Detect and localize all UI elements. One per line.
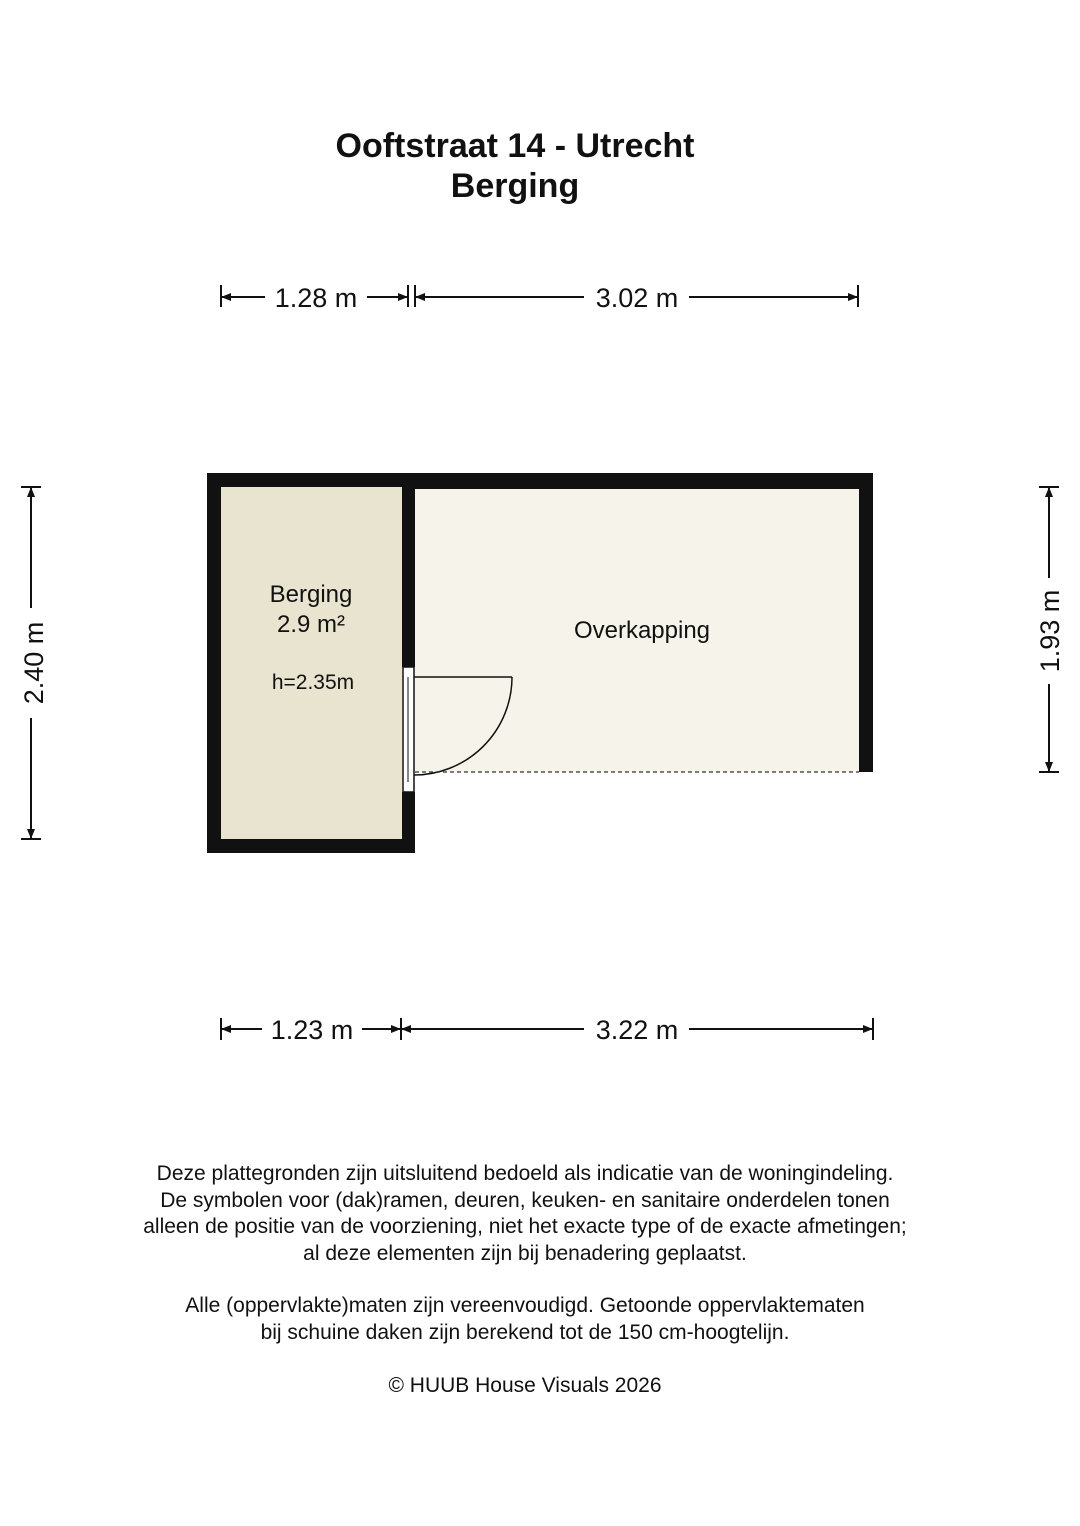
copyright: © HUUB House Visuals 2026: [388, 1374, 662, 1397]
dimension-left: 2.40 m: [19, 621, 49, 705]
berging-height: h=2.35m: [271, 671, 355, 694]
page-subtitle: Berging: [450, 167, 580, 205]
dimension-right: 1.93 m: [1035, 589, 1065, 673]
wall: [207, 473, 221, 853]
disclaimer-line: Deze plattegronden zijn uitsluitend bedoeld als indicatie van de woningindeling.: [156, 1162, 894, 1185]
dimension-top-left: 1.28 m: [274, 283, 358, 313]
dimension-bottom-left: 1.23 m: [270, 1015, 354, 1045]
right-dimension: [1035, 487, 1065, 772]
dimension-top-right: 3.02 m: [595, 283, 679, 313]
wall: [408, 473, 873, 489]
note-line: bij schuine daken zijn berekend tot de 150 cm-hoogtelijn.: [260, 1320, 790, 1344]
wall: [402, 473, 415, 667]
berging-area: 2.9 m²: [276, 611, 346, 638]
wall: [207, 473, 408, 487]
disclaimer-line: alleen de positie van de voorziening, niet het exacte type of de exacte afmetingen;: [143, 1215, 907, 1238]
disclaimer: [0, 1161, 1050, 1267]
berging-room-fill: [221, 487, 402, 839]
measurement-note: [0, 1293, 1050, 1346]
wall: [207, 839, 415, 853]
disclaimer-line: De symbolen voor (dak)ramen, deuren, keuken- en sanitaire onderdelen tonen: [160, 1188, 890, 1212]
dimension-bottom-right: 3.22 m: [595, 1015, 679, 1045]
top-dimension: [221, 283, 858, 313]
berging-label: Berging: [269, 581, 353, 608]
wall: [859, 473, 873, 772]
bottom-dimension: [221, 1015, 873, 1045]
wall: [402, 792, 415, 853]
overkapping-label: Overkapping: [573, 617, 711, 644]
disclaimer-line: al deze elementen zijn bij benadering geplaatst.: [303, 1241, 747, 1265]
page-title: Ooftstraat 14 - Utrecht: [335, 127, 695, 165]
note-line: Alle (oppervlakte)maten zijn vereenvoudigd. Getoonde oppervlaktematen: [185, 1294, 865, 1317]
left-dimension: [19, 487, 49, 839]
